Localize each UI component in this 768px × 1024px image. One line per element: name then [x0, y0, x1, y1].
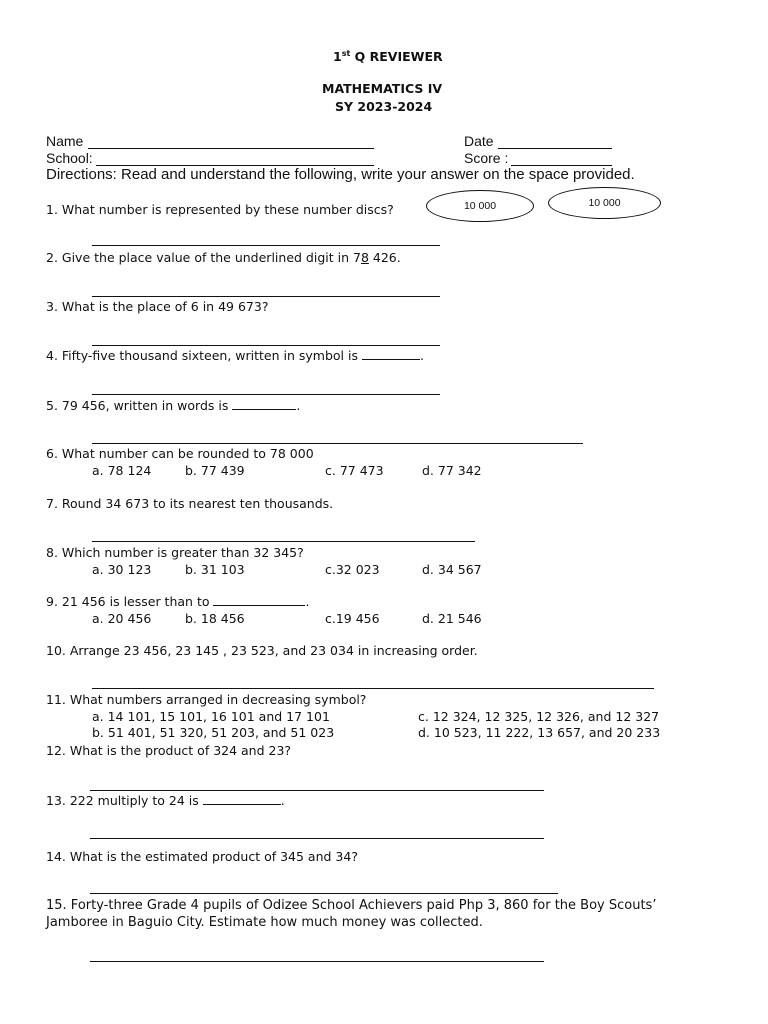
choice-c[interactable]: c.32 023 — [325, 562, 380, 577]
choice-c[interactable]: c.19 456 — [325, 611, 380, 626]
choice-b[interactable]: b. 31 103 — [185, 562, 245, 577]
school-year: SY 2023-2024 — [335, 99, 433, 114]
question-4: 4. Fifty-five thousand sixteen, written in symbol is . — [46, 348, 424, 363]
question-3: 3. What is the place of 6 in 49 673? — [46, 299, 269, 314]
inline-blank[interactable] — [203, 793, 281, 805]
question-10: 10. Arrange 23 456, 23 145 , 23 523, and 23 034 in increasing order. — [46, 643, 478, 658]
answer-line-12[interactable] — [90, 790, 544, 791]
answer-line-14[interactable] — [90, 893, 558, 894]
choice-b[interactable]: b. 51 401, 51 320, 51 203, and 51 023 — [92, 725, 335, 740]
question-7: 7. Round 34 673 to its nearest ten thousands. — [46, 496, 334, 511]
question-11: 11. What numbers arranged in decreasing symbol? — [46, 692, 367, 707]
subject-title: MATHEMATICS IV — [322, 81, 443, 96]
reviewer-title: 1st Q REVIEWER — [333, 49, 443, 65]
name-field[interactable] — [88, 148, 374, 149]
choice-c[interactable]: c. 77 473 — [325, 463, 384, 478]
school-field-label: School: — [46, 150, 93, 166]
date-field-label: Date — [464, 133, 494, 149]
choice-d[interactable]: d. 21 546 — [422, 611, 482, 626]
choice-a[interactable]: a. 14 101, 15 101, 16 101 and 17 101 — [92, 709, 330, 724]
directions: Directions: Read and understand the following, write your answer on the space provided. — [46, 166, 635, 183]
question-15-line-1: 15. Forty-three Grade 4 pupils of Odizee School Achievers paid Php 3, 860 for the Boy Scouts’ — [46, 898, 657, 913]
question-1: 1. What number is represented by these number discs? — [46, 202, 394, 217]
question-15-line-2: Jamboree in Baguio City. Estimate how much money was collected. — [46, 915, 483, 930]
underlined-digit: 8 — [360, 250, 369, 265]
choice-d[interactable]: d. 77 342 — [422, 463, 482, 478]
answer-line-13[interactable] — [90, 838, 544, 839]
number-disc: 10 000 — [426, 190, 534, 222]
choice-d[interactable]: d. 10 523, 11 222, 13 657, and 20 233 — [418, 725, 661, 740]
inline-blank[interactable] — [232, 398, 296, 410]
question-5: 5. 79 456, written in words is . — [46, 398, 301, 413]
answer-line-10[interactable] — [92, 688, 654, 689]
number-disc: 10 000 — [548, 187, 661, 219]
answer-line-15[interactable] — [90, 961, 544, 962]
question-9: 9. 21 456 is lesser than to . — [46, 594, 310, 609]
score-field-label: Score : — [464, 150, 509, 166]
name-field-label: Name — [46, 133, 84, 149]
answer-line-7[interactable] — [92, 541, 475, 542]
answer-line-3[interactable] — [92, 345, 440, 346]
question-12: 12. What is the product of 324 and 23? — [46, 743, 292, 758]
question-13: 13. 222 multiply to 24 is . — [46, 793, 285, 808]
question-2: 2. Give the place value of the underlined digit in 78 426. — [46, 250, 401, 265]
choice-d[interactable]: d. 34 567 — [422, 562, 482, 577]
question-8: 8. Which number is greater than 32 345? — [46, 545, 304, 560]
answer-line-2[interactable] — [92, 296, 440, 297]
choice-a[interactable]: a. 20 456 — [92, 611, 152, 626]
answer-line-1[interactable] — [92, 245, 440, 246]
question-6: 6. What number can be rounded to 78 000 — [46, 446, 314, 461]
inline-blank[interactable] — [362, 348, 420, 360]
question-14: 14. What is the estimated product of 345 and 34? — [46, 849, 358, 864]
choice-c[interactable]: c. 12 324, 12 325, 12 326, and 12 327 — [418, 709, 660, 724]
answer-line-5[interactable] — [92, 443, 583, 444]
inline-blank[interactable] — [213, 594, 305, 606]
choice-b[interactable]: b. 18 456 — [185, 611, 245, 626]
answer-line-4[interactable] — [92, 394, 440, 395]
date-field[interactable] — [498, 148, 612, 149]
choice-b[interactable]: b. 77 439 — [185, 463, 245, 478]
choice-a[interactable]: a. 30 123 — [92, 562, 152, 577]
choice-a[interactable]: a. 78 124 — [92, 463, 152, 478]
